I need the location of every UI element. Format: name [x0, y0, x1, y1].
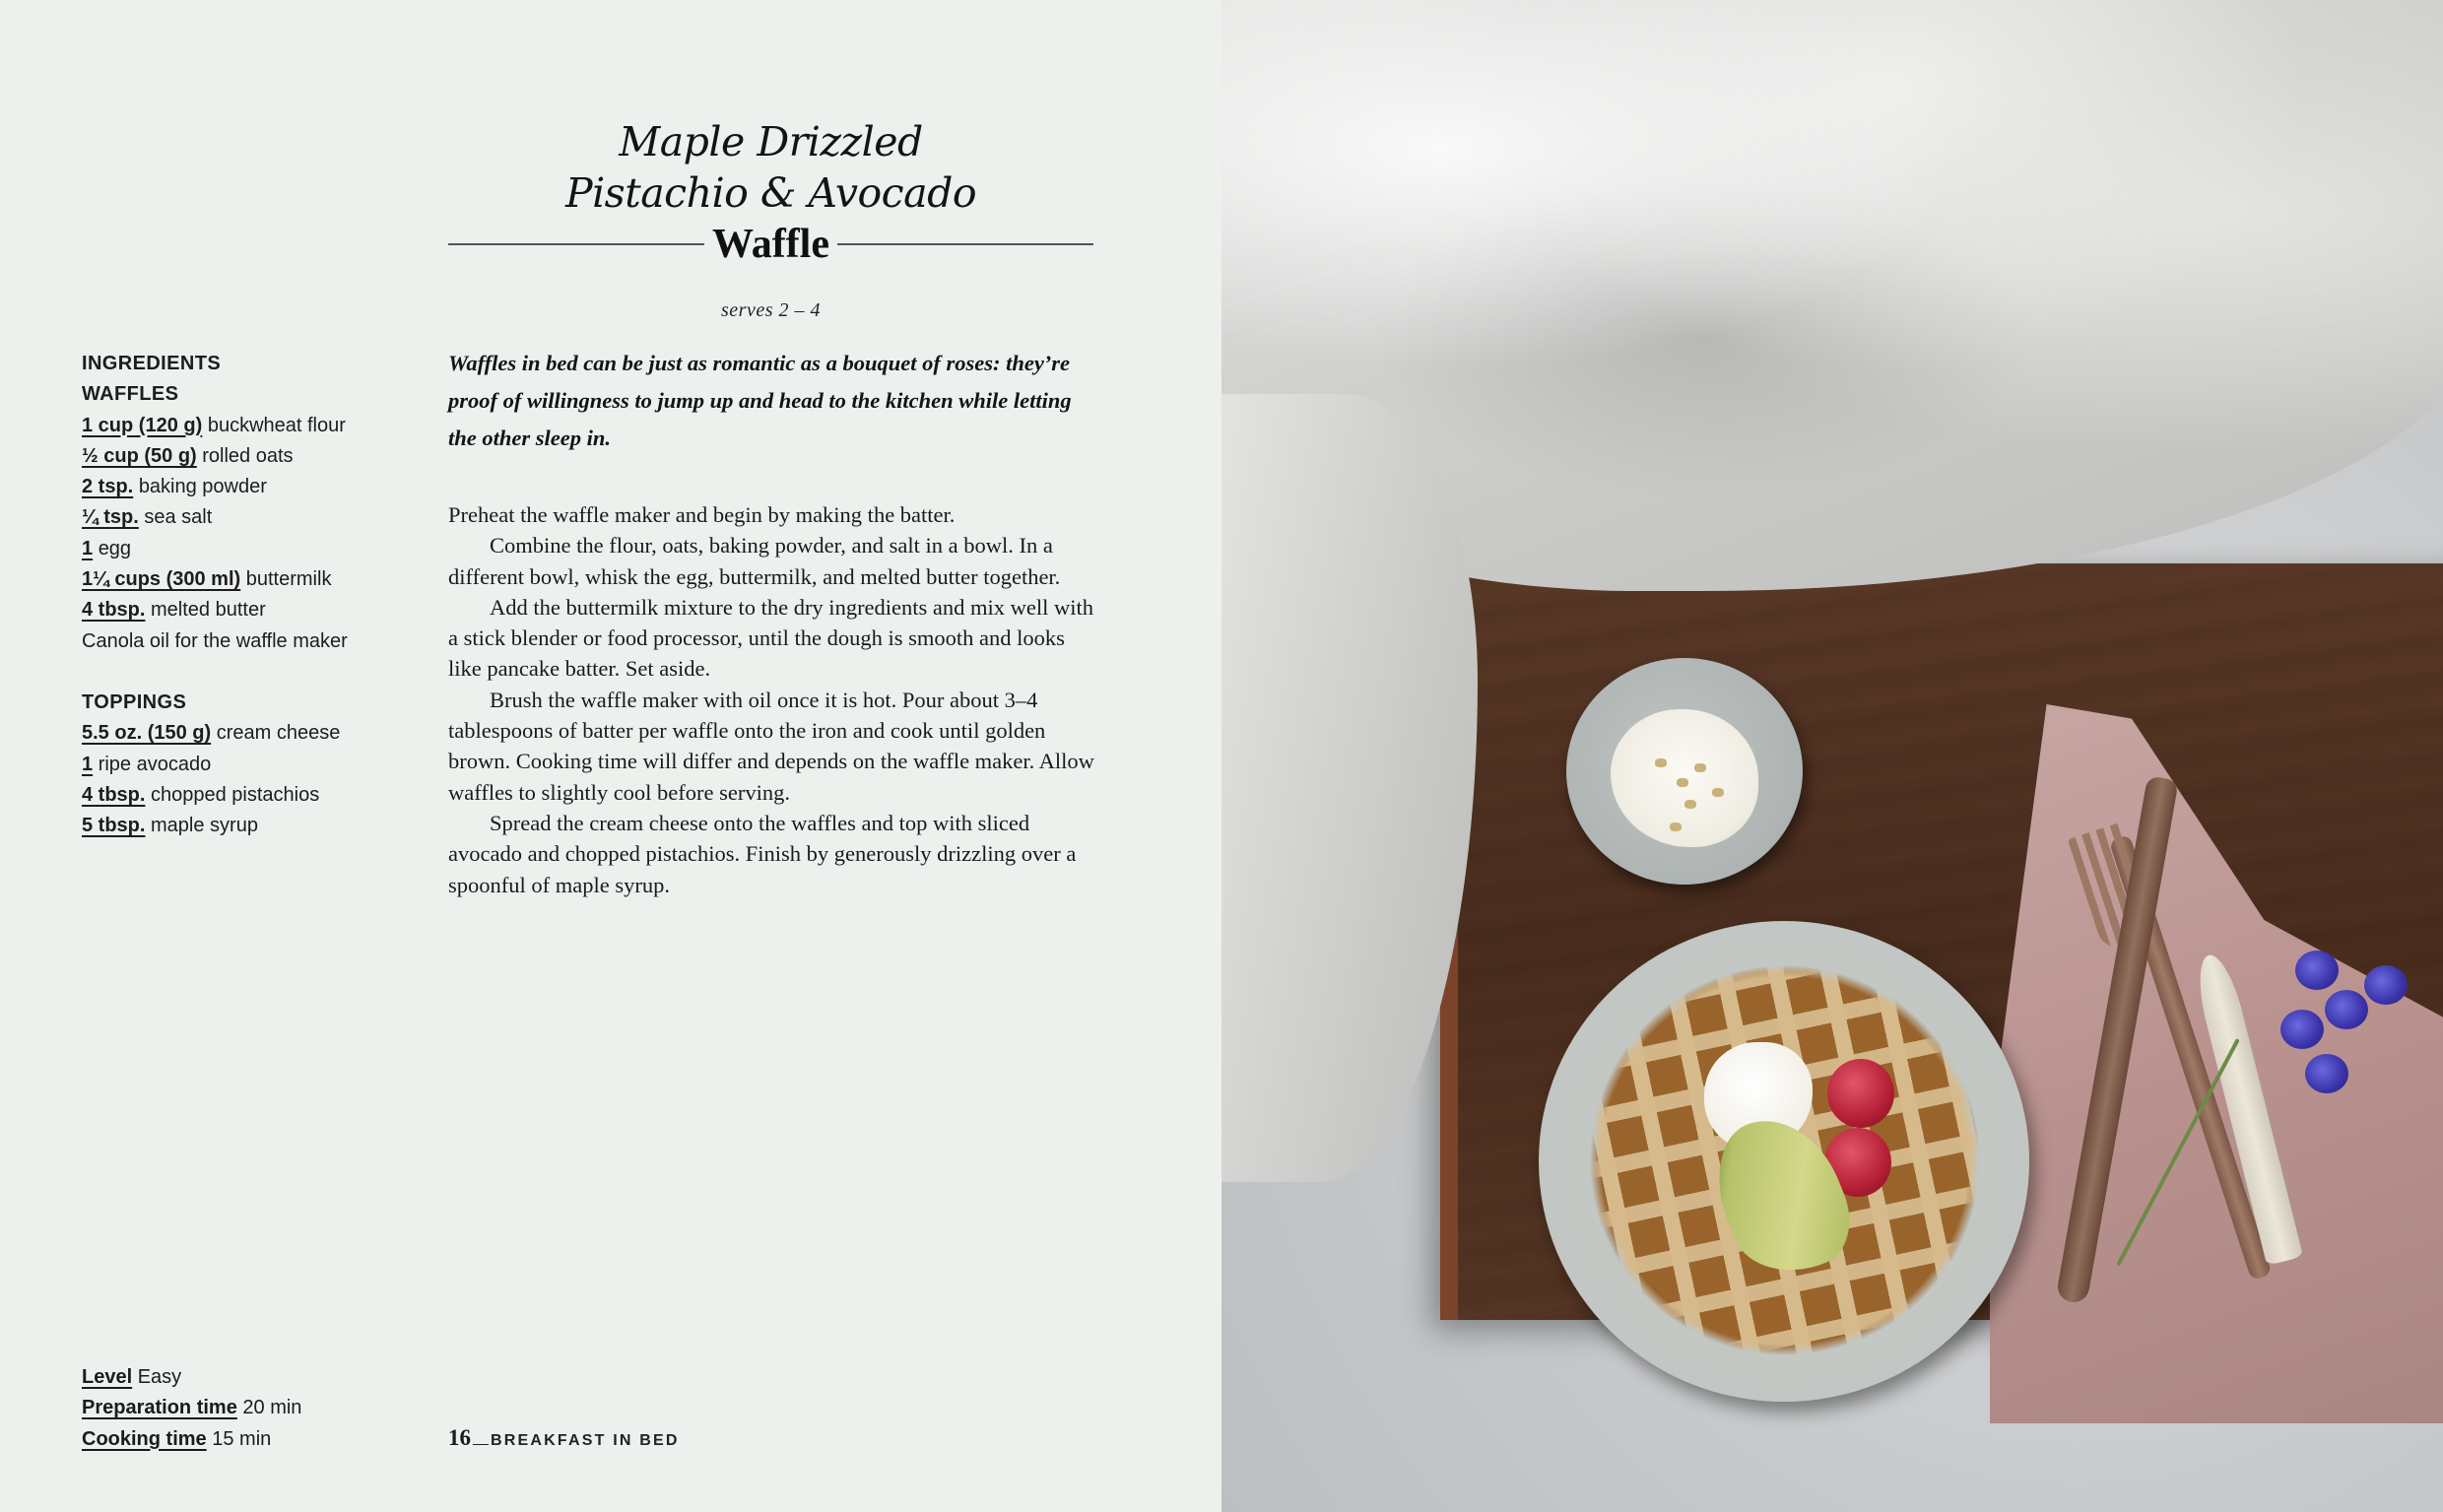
- page-folio: [448, 1425, 680, 1451]
- method-step: Add the buttermilk mixture to the dry ingredients and mix well with a stick blender or food processor, until the dough is smooth and looks like pancake batter. Set aside.: [448, 594, 1094, 682]
- ingredient-name: buckwheat flour: [207, 414, 346, 436]
- pistachio: [1677, 778, 1688, 787]
- pistachio: [1655, 758, 1667, 767]
- ingredient-qty: 5 tbsp.: [82, 815, 146, 837]
- ingredient-name: sea salt: [144, 506, 213, 529]
- ingredient-qty: ¼ tsp.: [82, 506, 139, 529]
- ingredient-item: [82, 811, 407, 841]
- section-spacer: [82, 657, 407, 688]
- ingredient-item: [82, 472, 407, 502]
- pistachio: [1670, 822, 1682, 831]
- ingredient-item: [82, 626, 407, 657]
- ingredient-name: buttermilk: [245, 568, 332, 591]
- ingredient-qty: 2 tsp.: [82, 476, 134, 498]
- ingredient-qty: 1¼ cups (300 ml): [82, 568, 241, 591]
- ingredient-name: ripe avocado: [98, 753, 212, 775]
- purple-flower: [2364, 965, 2408, 1005]
- method-step: Preheat the waffle maker and begin by making the batter.: [448, 502, 956, 527]
- ingredient-name: chopped pistachios: [151, 783, 320, 806]
- ingredient-name: cream cheese: [216, 722, 341, 745]
- ingredient-qty: ½ cup (50 g): [82, 444, 197, 467]
- meta-prep-time: [82, 1393, 301, 1423]
- ingredient-name: egg: [98, 537, 132, 559]
- recipe-title-block: [448, 116, 1093, 322]
- pistachio: [1684, 800, 1696, 809]
- ingredient-item: [82, 750, 407, 780]
- section-heading-waffles: WAFFLES: [82, 383, 179, 406]
- ingredients-heading: INGREDIENTS: [82, 353, 222, 374]
- meta-label: Preparation time: [82, 1397, 237, 1419]
- servings: serves 2 – 4: [721, 299, 821, 321]
- ingredient-qty: 5.5 oz. (150 g): [82, 722, 212, 745]
- ingredient-item: [82, 534, 407, 564]
- method-step: Combine the flour, oats, baking powder, and salt in a bowl. In a different bowl, whisk the egg, buttermilk, and melted butter together.: [448, 533, 1061, 589]
- recipe-photo: [1222, 0, 2443, 1512]
- recipe-title-main: Waffle: [712, 222, 829, 267]
- ingredient-name: Canola oil for the waffle maker: [82, 629, 348, 652]
- ingredient-item: [82, 595, 407, 625]
- ingredient-qty: 1: [82, 753, 94, 775]
- recipe-title-line-2: Pistachio & Avocado: [564, 169, 977, 217]
- ingredient-item: [82, 502, 407, 533]
- meta-value: 15 min: [212, 1427, 272, 1450]
- title-rule-left: [448, 243, 704, 245]
- folio-separator: [473, 1444, 489, 1445]
- meta-value: 20 min: [242, 1397, 302, 1419]
- ingredient-qty: 4 tbsp.: [82, 783, 146, 806]
- recipe-intro: Waffles in bed can be just as romantic as a bouquet of roses: they’re proof of willingness to jump up and head to the kitchen while letting the other sleep in.: [448, 351, 1072, 450]
- ingredients-list: [82, 349, 407, 841]
- title-rule-row: [448, 219, 1093, 270]
- meta-label: Level: [82, 1366, 133, 1388]
- ingredient-qty: 1: [82, 537, 94, 559]
- ingredient-item: [82, 718, 407, 749]
- ingredient-qty: 4 tbsp.: [82, 599, 146, 622]
- pistachio: [1712, 788, 1724, 797]
- ingredient-qty: 1 cup (120 g): [82, 414, 203, 436]
- method-text: [448, 499, 1098, 900]
- purple-flower: [2325, 990, 2368, 1029]
- section-heading-toppings: TOPPINGS: [82, 690, 187, 713]
- title-rule-right: [837, 243, 1093, 245]
- ingredient-item: [82, 411, 407, 441]
- meta-cook-time: [82, 1424, 301, 1455]
- purple-flower: [2305, 1054, 2348, 1093]
- method-step: Brush the waffle maker with oil once it is hot. Pour about 3–4 tablespoons of batter per waffle onto the iron and cook until golden brown. Cooking time will differ and depends on the waffle maker. Allow waffles to slightly cool before serving.: [448, 687, 1094, 805]
- method-step: Spread the cream cheese onto the waffles and top with sliced avocado and chopped pistachios. Finish by generously drizzling over a spoonful of maple syrup.: [448, 810, 1077, 897]
- ingredient-name: rolled oats: [202, 444, 294, 467]
- raspberry: [1827, 1059, 1894, 1128]
- recipe-title-line-1: Maple Drizzled: [619, 118, 923, 165]
- pistachio: [1694, 763, 1706, 772]
- ingredient-name: melted butter: [151, 599, 266, 622]
- ingredient-item: [82, 441, 407, 472]
- ingredient-item: [82, 564, 407, 595]
- meta-value: Easy: [137, 1366, 182, 1388]
- meta-level: [82, 1362, 301, 1393]
- page-number: 16: [448, 1425, 471, 1450]
- section-title: BREAKFAST IN BED: [491, 1432, 680, 1449]
- ingredient-name: maple syrup: [151, 815, 258, 837]
- purple-flower: [2295, 951, 2339, 990]
- purple-flower: [2280, 1010, 2324, 1049]
- ingredient-name: baking powder: [138, 476, 267, 498]
- recipe-meta: [82, 1362, 301, 1455]
- ingredient-item: [82, 780, 407, 811]
- meta-label: Cooking time: [82, 1427, 207, 1450]
